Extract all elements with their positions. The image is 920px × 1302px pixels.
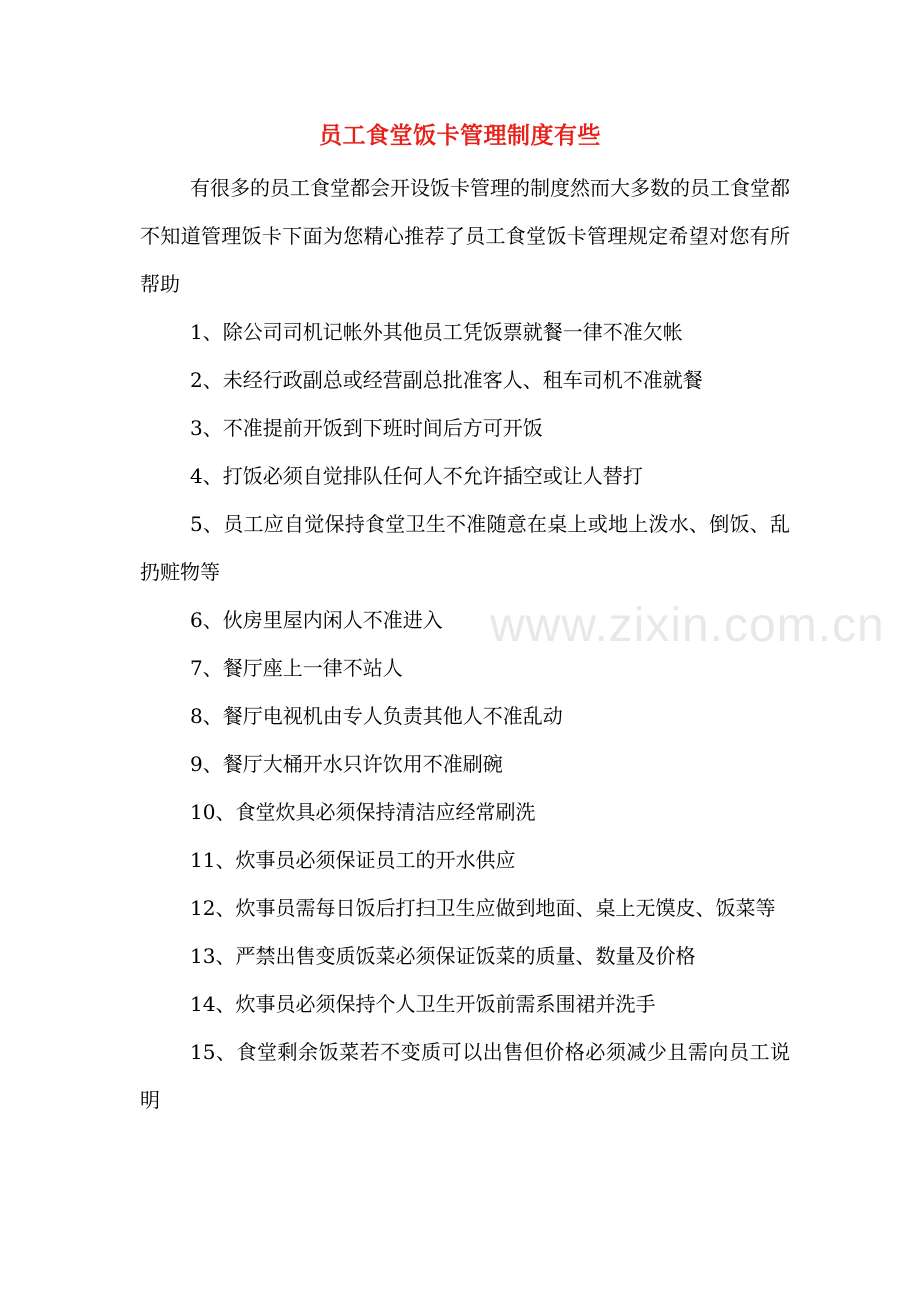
rule-item-10: 10、食堂炊具必须保持清洁应经常刷洗 [190, 800, 536, 824]
rule-item-14: 14、炊事员必须保持个人卫生开饭前需系围裙并洗手 [190, 992, 656, 1016]
watermark: www.zixin.com.cn [490, 599, 885, 652]
document-body [140, 164, 790, 1124]
document-title: 员工食堂饭卡管理制度有些 [319, 122, 601, 149]
rule-item-6: 6、伙房里屋内闲人不准进入 [190, 608, 443, 632]
rule-item-8: 8、餐厅电视机由专人负责其他人不准乱动 [190, 704, 563, 728]
rule-item-3: 3、不准提前开饭到下班时间后方可开饭 [190, 416, 543, 440]
rule-item-7: 7、餐厅座上一律不站人 [190, 656, 403, 680]
intro-paragraph: 有很多的员工食堂都会开设饭卡管理的制度然而大多数的员工食堂都不知道管理饭卡下面为您精心推荐了员工食堂饭卡管理规定希望对您有所帮助 [140, 176, 790, 296]
rule-item-5: 5、员工应自觉保持食堂卫生不准随意在桌上或地上泼水、倒饭、乱扔赃物等 [140, 512, 790, 584]
rule-item-12: 12、炊事员需每日饭后打扫卫生应做到地面、桌上无馍皮、饭菜等 [190, 896, 776, 920]
rule-item-1: 1、除公司司机记帐外其他员工凭饭票就餐一律不准欠帐 [190, 320, 683, 344]
rule-item-4: 4、打饭必须自觉排队任何人不允许插空或让人替打 [190, 464, 643, 488]
rule-item-2: 2、未经行政副总或经营副总批准客人、租车司机不准就餐 [190, 368, 703, 392]
rule-item-13: 13、严禁出售变质饭菜必须保证饭菜的质量、数量及价格 [190, 944, 696, 968]
rule-item-11: 11、炊事员必须保证员工的开水供应 [190, 848, 516, 872]
rule-item-9: 9、餐厅大桶开水只许饮用不准刷碗 [190, 752, 503, 776]
rule-item-15: 15、食堂剩余饭菜若不变质可以出售但价格必须减少且需向员工说明 [140, 1040, 790, 1112]
